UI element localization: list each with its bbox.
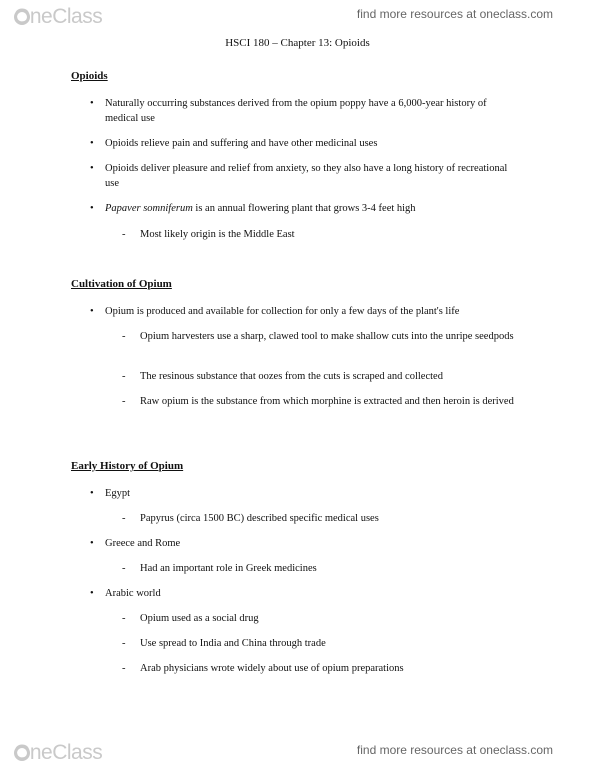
section-heading-opioids: Opioids — [71, 70, 108, 82]
bullet-text — [105, 201, 515, 216]
bullet-text: Greece and Rome — [105, 538, 181, 549]
bullet-icon: • — [90, 488, 94, 499]
section-heading-cultivation: Cultivation of Opium — [71, 278, 172, 290]
sub-item-text: Papyrus (circa 1500 BC) described specific medical uses — [140, 513, 379, 524]
bullet-text: Opium is produced and available for collection for only a few days of the plant's life — [105, 306, 460, 317]
bullet-text-rest: is an annual flowering plant that grows 3-4 feet high — [192, 203, 416, 214]
bullet-icon: • — [90, 306, 94, 317]
sub-item-text: Opium harvesters use a sharp, clawed tool to make shallow cuts into the unripe seedpods — [140, 331, 514, 342]
dash-icon: - — [122, 396, 126, 407]
bullet-icon: • — [90, 538, 94, 549]
bullet-icon: • — [90, 588, 94, 599]
bullet-text: Egypt — [105, 488, 131, 499]
document-title: HSCI 180 – Chapter 13: Opioids — [225, 37, 370, 49]
bullet-text: Opioids relieve pain and suffering and have other medicinal uses — [105, 138, 378, 149]
sub-item-text: Arab physicians wrote widely about use of opium preparations — [140, 663, 404, 674]
dash-icon: - — [122, 513, 126, 524]
sub-item-text: Use spread to India and China through trade — [140, 638, 326, 649]
dash-icon: - — [122, 638, 126, 649]
dash-icon: - — [122, 663, 126, 674]
sub-item-text: Most likely origin is the Middle East — [140, 229, 295, 240]
page-footer — [0, 736, 595, 770]
sub-item-text: Opium used as a social drug — [140, 613, 259, 624]
dash-icon: - — [122, 613, 126, 624]
section-heading-early-history: Early History of Opium — [71, 460, 184, 472]
dash-icon: - — [122, 331, 126, 342]
dash-icon: - — [122, 563, 126, 574]
bullet-icon: • — [90, 163, 94, 174]
bullet-text: Arabic world — [105, 588, 161, 599]
bullet-text: Naturally occurring substances derived from the opium poppy have a 6,000-year history of medical use — [105, 98, 487, 124]
bullet-icon: • — [90, 203, 94, 214]
dash-icon: - — [122, 371, 126, 382]
bullet-icon: • — [90, 138, 94, 149]
oneclass-logo[interactable]: OneClass — [14, 5, 103, 28]
bullet-icon: • — [90, 98, 94, 109]
page-header — [0, 0, 595, 34]
species-name: Papaver somniferum — [105, 203, 193, 214]
footer-resources-link[interactable]: find more resources at oneclass.com — [356, 743, 553, 757]
sub-item-text: Had an important role in Greek medicines — [140, 563, 317, 574]
sub-item-text: Raw opium is the substance from which morphine is extracted and then heroin is derived — [140, 396, 514, 407]
dash-icon: - — [122, 229, 126, 240]
sub-item-text: The resinous substance that oozes from the cuts is scraped and collected — [140, 371, 443, 382]
bullet-text: Opioids deliver pleasure and relief from anxiety, so they also have a long history of recreational use — [105, 163, 508, 189]
oneclass-logo[interactable]: OneClass — [14, 741, 103, 764]
header-resources-link[interactable]: find more resources at oneclass.com — [356, 7, 553, 21]
